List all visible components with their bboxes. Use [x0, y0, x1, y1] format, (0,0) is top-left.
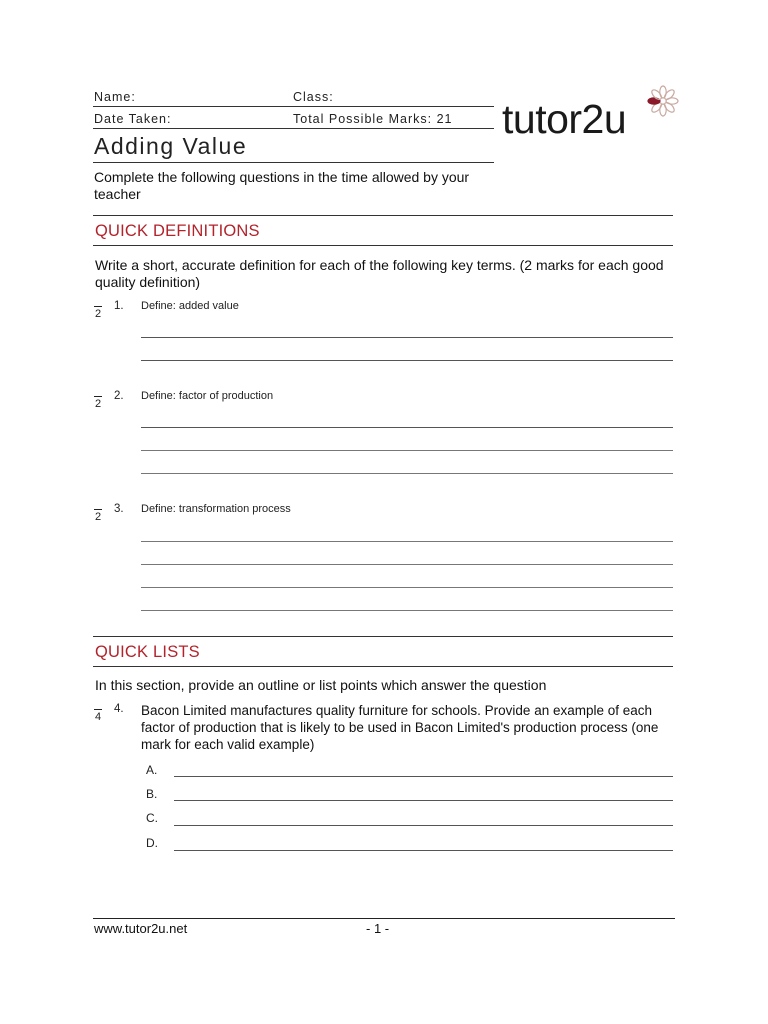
answer-line[interactable] — [141, 360, 673, 361]
question-text: Bacon Limited manufactures quality furniture for schools. Provide an example of each factor of production that is likely to be used in Bacon Limited's production process (one mark for each valid example) — [141, 703, 659, 752]
answer-line[interactable] — [141, 587, 673, 588]
answer-line[interactable] — [141, 427, 673, 428]
section-heading-lists: QUICK LISTS — [95, 643, 200, 661]
question-number: 1. — [114, 300, 124, 312]
header-rule-2 — [93, 128, 494, 129]
title-rule — [93, 162, 494, 163]
tutor2u-logo — [500, 84, 680, 144]
answer-line[interactable] — [141, 337, 673, 338]
answer-line[interactable] — [141, 564, 673, 565]
answer-letter: D. — [146, 836, 158, 850]
lists-instructions: In this section, provide an outline or list points which answer the question — [95, 677, 547, 693]
date-taken-label: Date Taken: — [94, 112, 172, 126]
answer-letter: A. — [146, 763, 158, 777]
question-text: Define: factor of production — [141, 390, 274, 402]
name-label: Name: — [94, 90, 136, 104]
footer-rule — [93, 918, 675, 919]
section-rule-bottom-lists — [93, 666, 673, 667]
question-number: 4. — [114, 703, 124, 715]
flower-icon — [646, 84, 680, 118]
question-text: Define: added value — [141, 300, 239, 312]
marks-indicator: 4 — [94, 711, 102, 723]
marks-indicator: 2 — [94, 511, 102, 523]
class-label: Class: — [293, 90, 334, 104]
question-number: 3. — [114, 503, 124, 515]
footer-website: www.tutor2u.net — [94, 921, 188, 936]
answer-letter: C. — [146, 811, 158, 825]
header-rule-1 — [93, 106, 494, 107]
answer-line[interactable] — [174, 850, 673, 851]
section-rule-top-definitions — [93, 215, 673, 216]
answer-line[interactable] — [141, 541, 673, 542]
answer-line[interactable] — [141, 473, 673, 474]
footer-page-number: - 1 - — [366, 921, 390, 936]
logo-text: tutor2u — [502, 96, 627, 142]
answer-line[interactable] — [141, 450, 673, 451]
definitions-instructions: Write a short, accurate definition for each of the following key terms. (2 marks for each good quality definition) — [95, 257, 664, 290]
section-rule-top-lists — [93, 636, 673, 637]
marks-indicator: 2 — [94, 308, 102, 320]
answer-line[interactable] — [174, 800, 673, 801]
answer-line[interactable] — [174, 825, 673, 826]
answer-line[interactable] — [174, 776, 673, 777]
answer-letter: B. — [146, 787, 158, 801]
section-heading-definitions: QUICK DEFINITIONS — [95, 222, 260, 240]
marks-indicator: 2 — [94, 398, 102, 410]
intro-text: Complete the following questions in the time allowed by your teacher — [94, 169, 470, 202]
question-number: 2. — [114, 390, 124, 402]
answer-line[interactable] — [141, 610, 673, 611]
total-marks-label: Total Possible Marks: 21 — [293, 112, 453, 126]
question-text: Define: transformation process — [141, 503, 291, 515]
page-title: Adding Value — [94, 133, 248, 159]
section-rule-bottom-definitions — [93, 245, 673, 246]
